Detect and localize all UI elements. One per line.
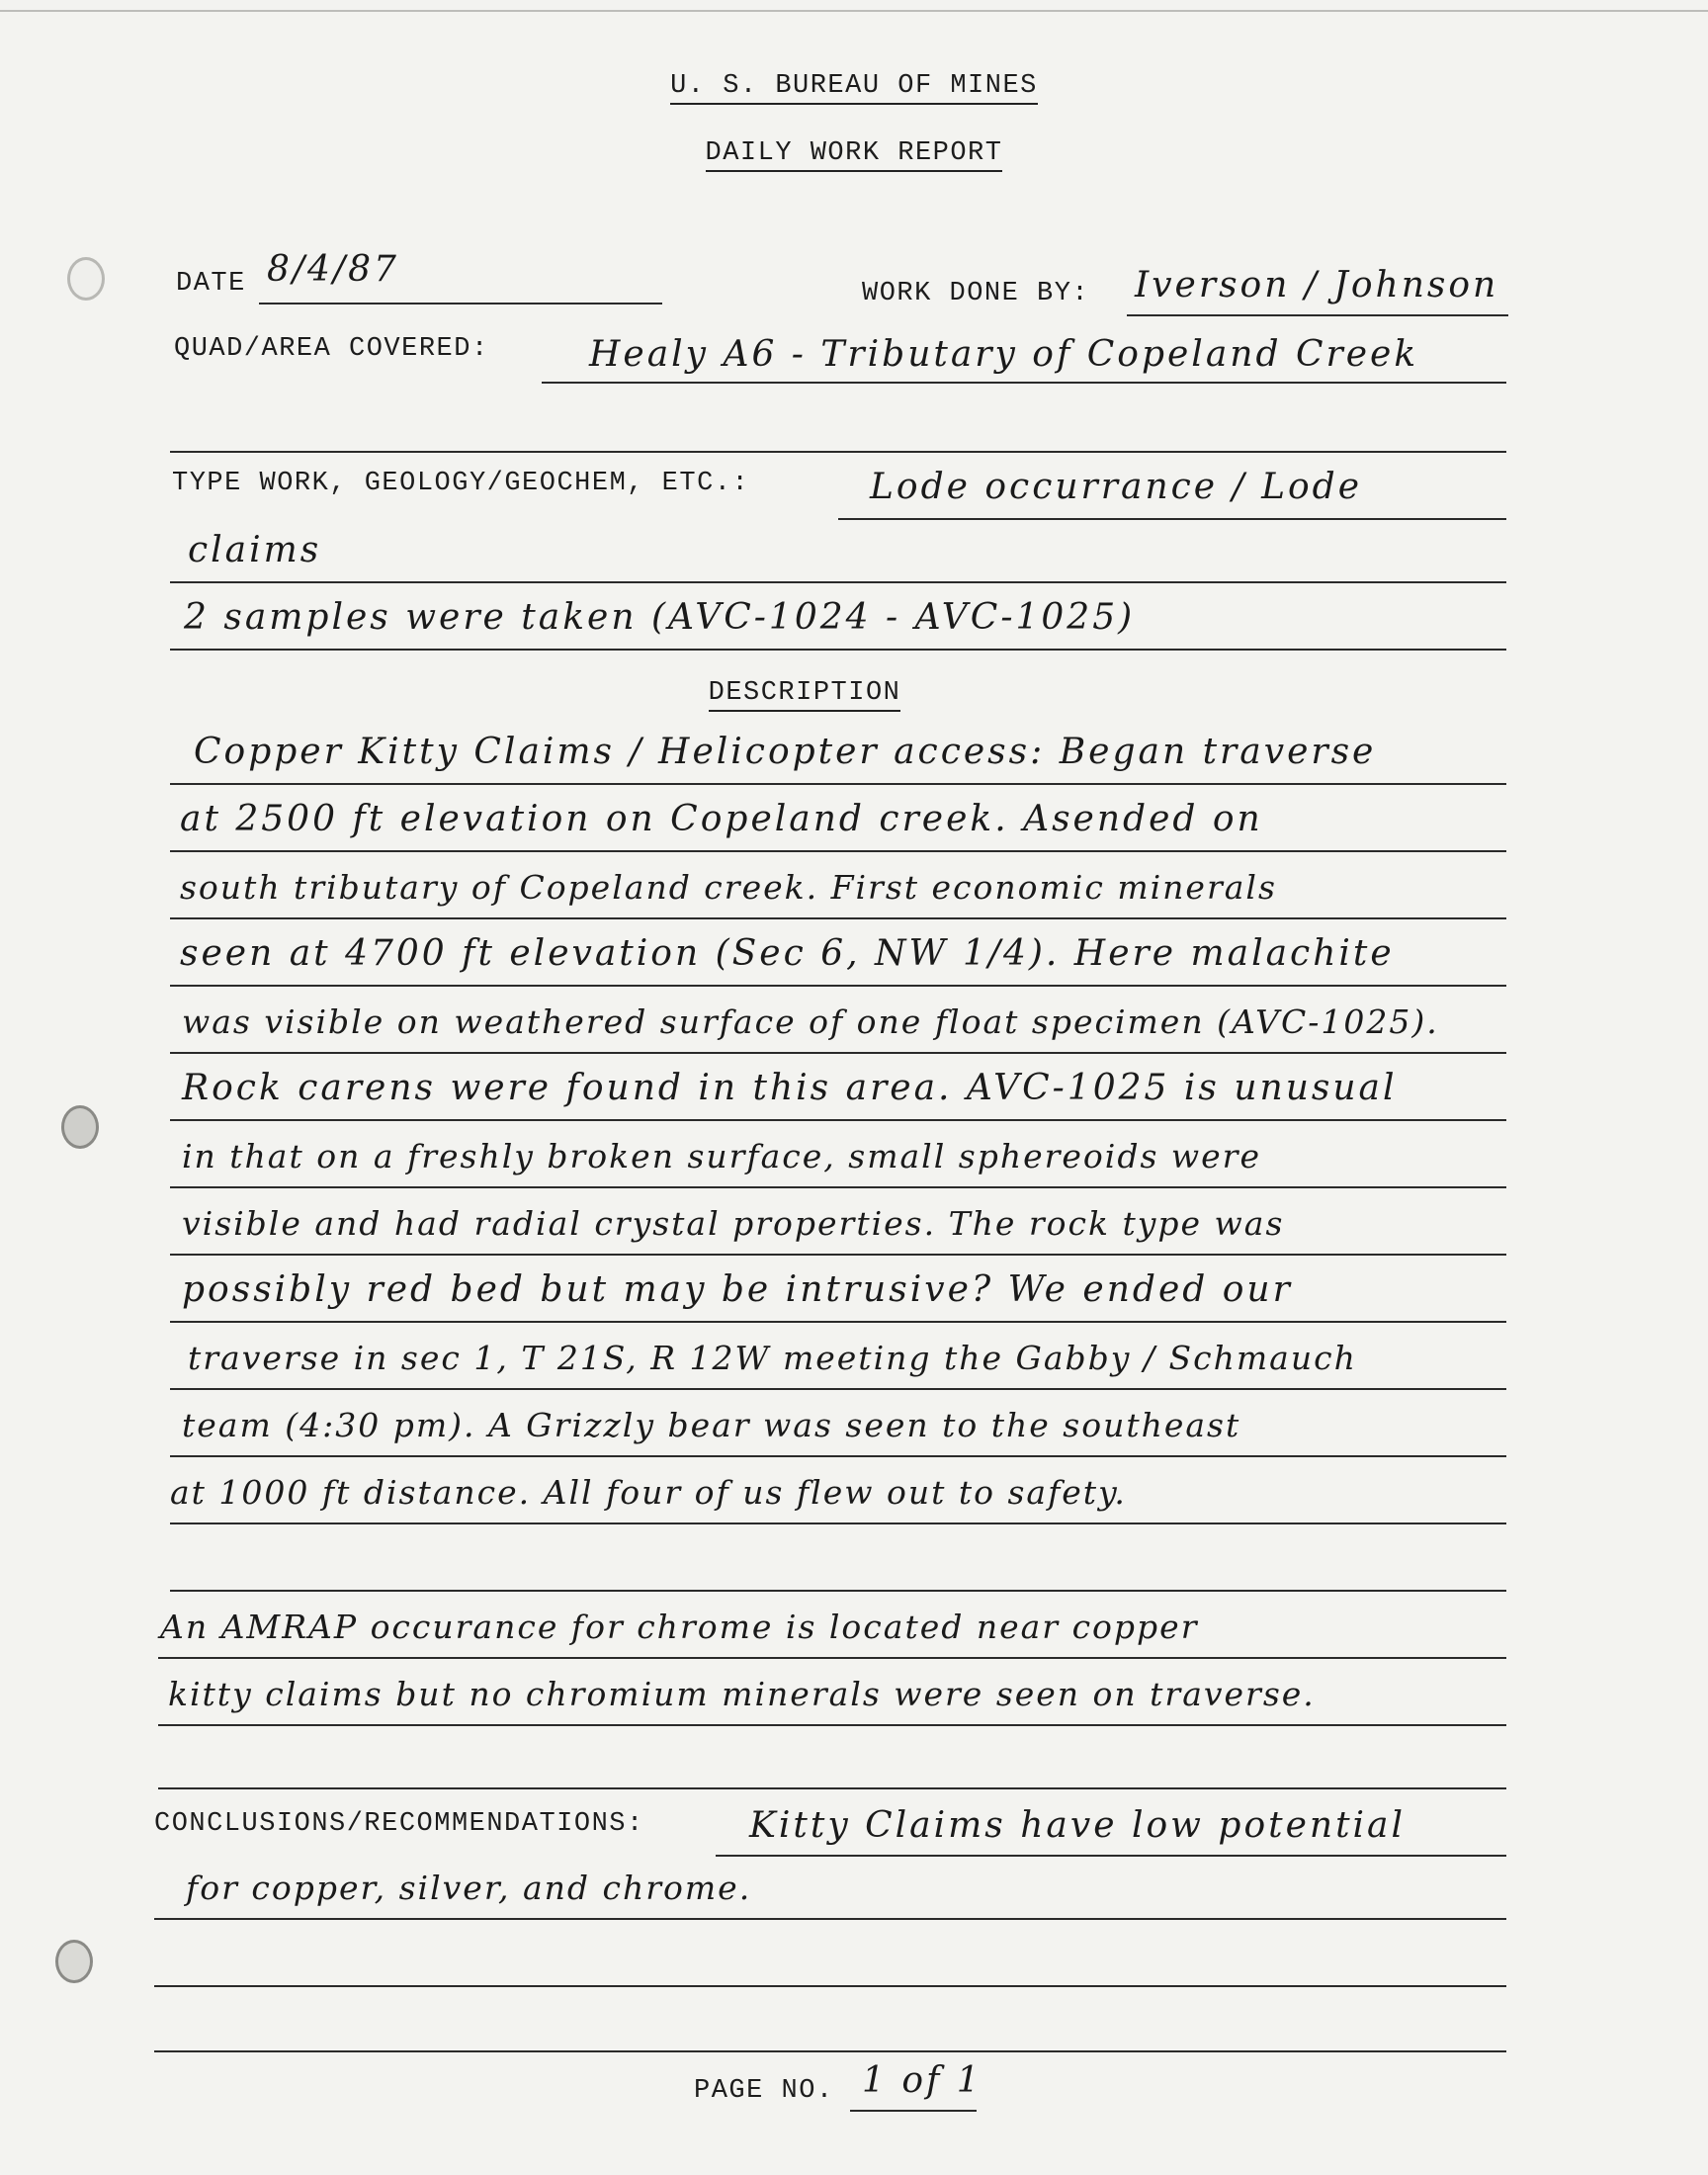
description-text: seen at 4700 ft elevation (Sec 6, NW 1/4). Here malachite [180,933,1395,974]
type-work-line [838,518,1506,520]
date-label: DATE [176,269,246,299]
quad-value: Healy A6 - Tributary of Copeland Creek [589,334,1419,375]
punch-hole [67,257,105,301]
description-text: team (4:30 pm). A Grizzly bear was seen to the southeast [182,1406,1241,1444]
blank-line [154,1985,1506,1987]
description-line [170,1455,1506,1457]
description-text: at 2500 ft elevation on Copeland creek. Asended on [180,799,1263,839]
description-heading: DESCRIPTION [0,678,1659,708]
page-number-value: 1 of 1 [862,2060,982,2101]
description-line [170,1522,1506,1524]
conclusions-label: CONCLUSIONS/RECOMMENDATIONS: [154,1809,644,1839]
work-done-label: WORK DONE BY: [862,279,1090,308]
description-text: possibly red bed but may be intrusive? We ended our [182,1269,1293,1310]
page-number-label: PAGE NO. [694,2076,834,2106]
quad-line [542,382,1506,384]
description-line [158,1787,1506,1789]
description-line [170,783,1506,785]
description-line [170,1321,1506,1323]
description-line [170,985,1506,987]
work-done-value: Iverson / Johnson [1135,265,1499,305]
description-text: was visible on weathered surface of one float specimen (AVC-1025). [182,1002,1439,1041]
form-title: DAILY WORK REPORT [0,138,1708,168]
type-work-label: TYPE WORK, GEOLOGY/GEOCHEM, ETC.: [172,469,750,498]
conclusions-value: Kitty Claims have low potential [749,1805,1407,1846]
description-line [170,850,1506,852]
description-line [158,1657,1506,1659]
type-work-value: claims [188,530,322,570]
description-line [170,1388,1506,1390]
blank-line [170,451,1506,453]
page-number-line [850,2110,977,2112]
description-line [170,1052,1506,1054]
blank-line [154,2050,1506,2052]
conclusions-line [154,1918,1506,1920]
conclusions-line [716,1855,1506,1857]
description-text: traverse in sec 1, T 21S, R 12W meeting the Gabby / Schmauch [188,1339,1357,1377]
description-text: south tributary of Copeland creek. First economic minerals [180,868,1277,907]
agency-heading: U. S. BUREAU OF MINES [0,71,1708,101]
scan-edge-line [0,10,1708,12]
type-work-line [170,649,1506,651]
description-line [158,1724,1506,1726]
punch-hole [55,1940,93,1983]
description-line [170,1119,1506,1121]
work-done-line [1127,314,1508,316]
date-line [259,303,662,304]
type-work-value: Lode occurrance / Lode [870,467,1363,507]
description-line [170,1254,1506,1256]
description-text: Copper Kitty Claims / Helicopter access: Began traverse [194,732,1377,772]
description-line [170,917,1506,919]
description-line [170,1590,1506,1592]
conclusions-value: for copper, silver, and chrome. [186,1869,752,1907]
samples-note: 2 samples were taken (AVC-1024 - AVC-1025) [184,597,1136,638]
punch-hole [61,1105,99,1149]
description-text: visible and had radial crystal properties. The rock type was [182,1204,1285,1243]
description-text: An AMRAP occurance for chrome is located near copper [160,1608,1199,1646]
quad-label: QUAD/AREA COVERED: [174,334,489,364]
description-text: kitty claims but no chromium minerals were seen on traverse. [168,1675,1316,1713]
description-text: in that on a freshly broken surface, small sphereoids were [182,1137,1261,1175]
description-text: Rock carens were found in this area. AVC-1025 is unusual [182,1068,1398,1108]
date-value: 8/4/87 [267,249,399,290]
description-text: at 1000 ft distance. All four of us flew out to safety. [170,1473,1127,1512]
type-work-line [170,581,1506,583]
description-line [170,1186,1506,1188]
